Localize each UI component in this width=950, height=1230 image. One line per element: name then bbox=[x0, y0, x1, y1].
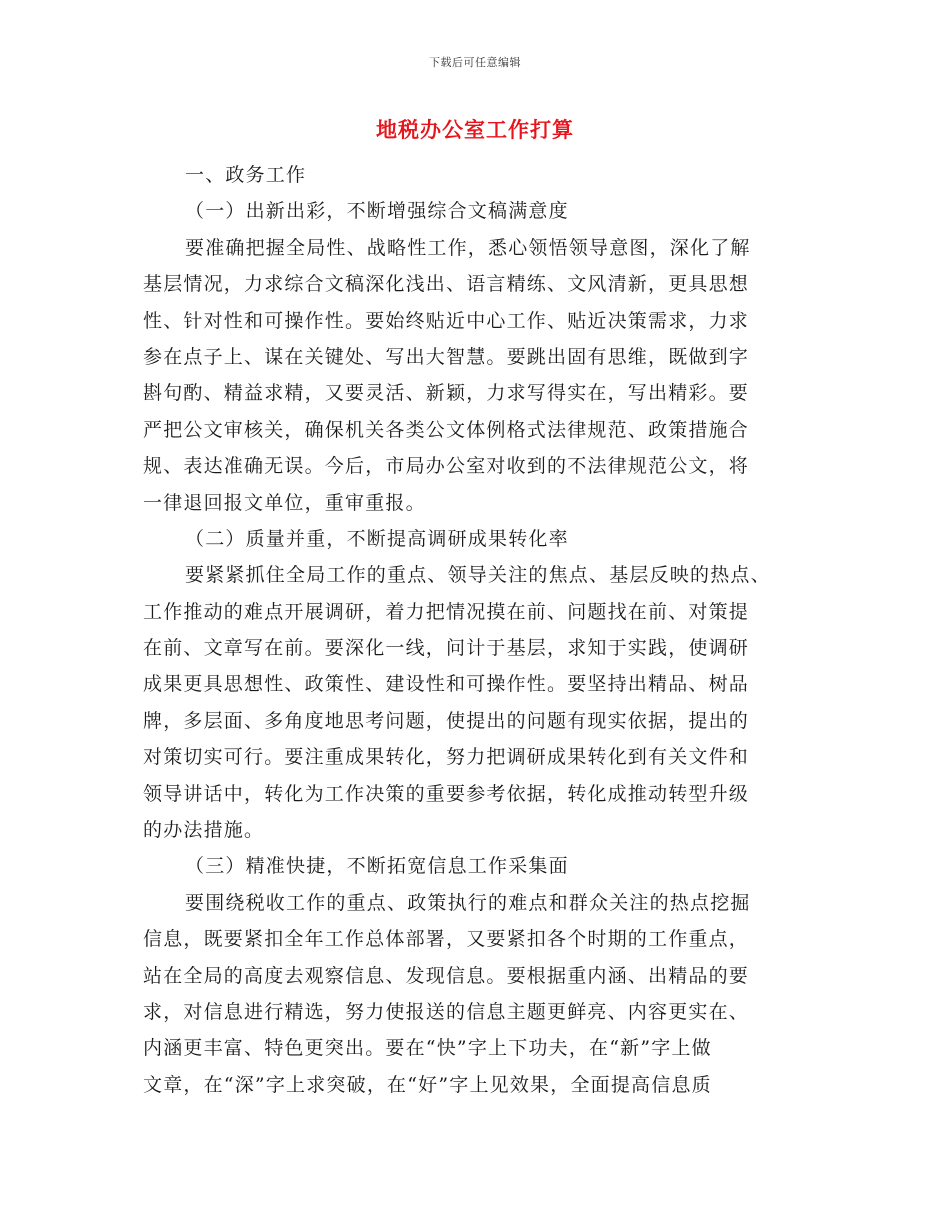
body-text-line: 内涵更丰富、特色更突出。要在“快”字上下功夫，在“新”字上做 bbox=[143, 1037, 712, 1060]
body-text-line: 一、政务工作 bbox=[185, 164, 307, 186]
body-text-line: 的办法措施。 bbox=[143, 819, 265, 842]
body-text-line: 求，对信息进行精选，努力使报送的信息主题更鲜亮、内容更实在、 bbox=[143, 1000, 750, 1023]
body-text-line: 牌，多层面、多角度地思考问题，使提出的问题有现实依据，提出的 bbox=[143, 709, 750, 732]
body-text-line: 对策切实可行。要注重成果转化，努力把调研成果转化到有关文件和 bbox=[143, 746, 750, 769]
body-text-line: 基层情况，力求综合文稿深化浅出、语言精练、文风清新，更具思想 bbox=[143, 273, 750, 296]
body-text-line: （一）出新出彩，不断增强综合文稿满意度 bbox=[185, 200, 569, 223]
body-text-line: 站在全局的高度去观察信息、发现信息。要根据重内涵、出精品的要 bbox=[143, 964, 750, 987]
body-text-line: 要准确把握全局性、战略性工作，悉心领悟领导意图，深化了解 bbox=[185, 236, 751, 259]
page-header-note: 下载后可任意编辑 bbox=[429, 56, 521, 69]
body-text-line: 一律退回报文单位，重审重报。 bbox=[143, 491, 426, 514]
body-text-line: 信息，既要紧扣全年工作总体部署，又要紧扣各个时期的工作重点， bbox=[143, 928, 750, 951]
body-text-line: 性、针对性和可操作性。要始终贴近中心工作、贴近决策需求，力求 bbox=[143, 309, 750, 332]
body-text-line: 参在点子上、谋在关键处、写出大智慧。要跳出固有思维，既做到字 bbox=[143, 345, 750, 368]
body-text-line: 要紧紧抓住全局工作的重点、领导关注的焦点、基层反映的热点、 bbox=[185, 564, 771, 587]
body-text-line: 领导讲话中，转化为工作决策的重要参考依据，转化成推动转型升级 bbox=[143, 782, 750, 805]
body-text-line: 工作推动的难点开展调研，着力把情况摸在前、问题找在前、对策提 bbox=[143, 600, 750, 623]
body-text-line: （二）质量并重，不断提高调研成果转化率 bbox=[185, 527, 569, 550]
body-text-line: 在前、文章写在前。要深化一线，问计于基层，求知于实践，使调研 bbox=[143, 637, 750, 660]
body-text-line: 斟句酌、精益求精，又要灵活、新颖，力求写得实在，写出精彩。要 bbox=[143, 382, 750, 405]
body-text-line: 文章，在“深”字上求突破，在“好”字上见效果，全面提高信息质 bbox=[143, 1073, 712, 1096]
body-text-line: 规、表达准确无误。今后，市局办公室对收到的不法律规范公文，将 bbox=[143, 455, 750, 478]
body-text-line: 要围绕税收工作的重点、政策执行的难点和群众关注的热点挖掘 bbox=[185, 891, 751, 914]
document-body bbox=[143, 157, 807, 1103]
document-title: 地税办公室工作打算 bbox=[376, 117, 574, 142]
body-text-line: 严把公文审核关，确保机关各类公文体例格式法律规范、政策措施合 bbox=[143, 418, 750, 441]
body-text-line: 成果更具思想性、政策性、建设性和可操作性。要坚持出精品、树品 bbox=[143, 673, 750, 696]
body-text-line: （三）精准快捷，不断拓宽信息工作采集面 bbox=[185, 855, 569, 878]
